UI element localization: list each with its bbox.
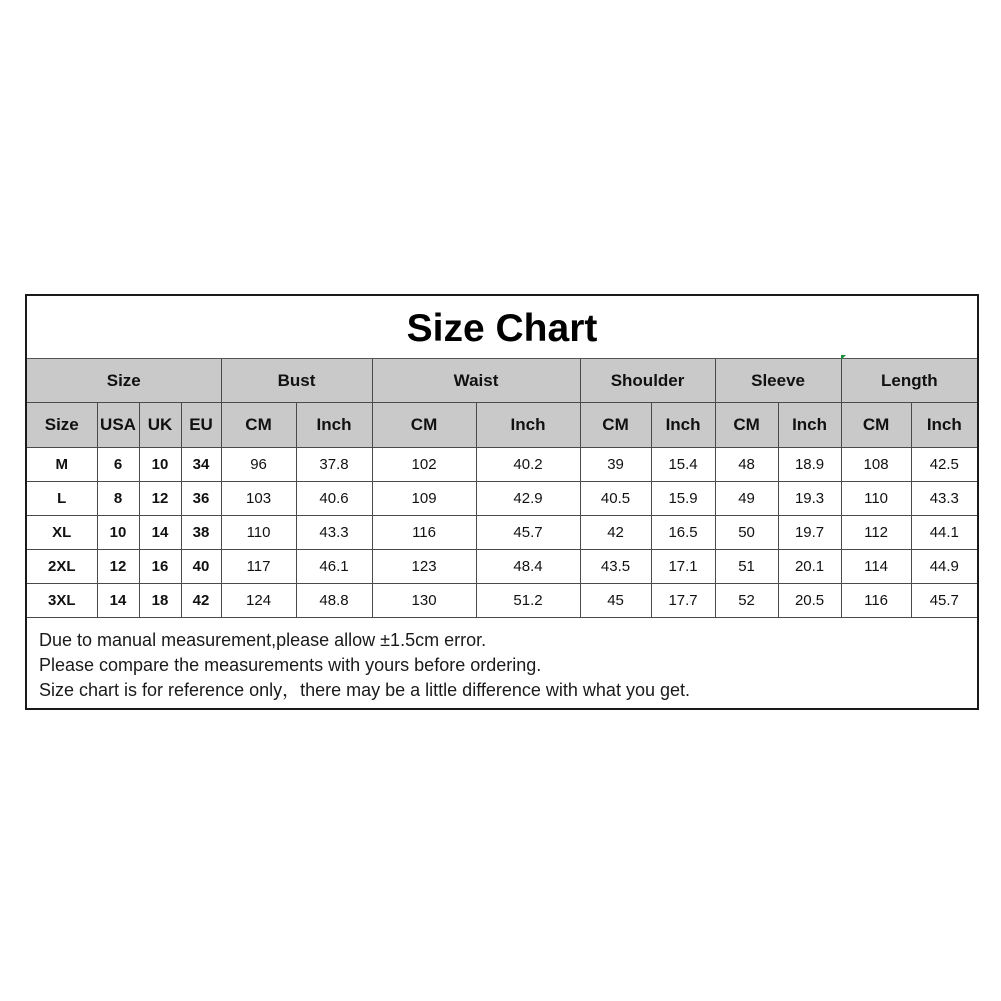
table-cell: 42 <box>580 516 651 550</box>
table-row <box>27 482 977 516</box>
table-cell: 44.9 <box>911 550 977 584</box>
table-cell: 43.3 <box>296 516 372 550</box>
table-cell: 37.8 <box>296 448 372 482</box>
table-cell: 36 <box>181 482 221 516</box>
table-cell: 43.3 <box>911 482 977 516</box>
group-shoulder-header: Shoulder <box>580 359 715 403</box>
col-header: Inch <box>296 403 372 448</box>
table-cell: L <box>27 482 97 516</box>
table-cell: 19.7 <box>778 516 841 550</box>
table-cell: 48.4 <box>476 550 580 584</box>
table-cell: 43.5 <box>580 550 651 584</box>
size-table <box>27 359 977 618</box>
table-cell: 48.8 <box>296 584 372 618</box>
table-cell: 34 <box>181 448 221 482</box>
table-cell: 42 <box>181 584 221 618</box>
table-cell: 40.2 <box>476 448 580 482</box>
table-cell: 38 <box>181 516 221 550</box>
cell-corner-mark <box>841 355 846 360</box>
table-cell: 52 <box>715 584 778 618</box>
table-cell: XL <box>27 516 97 550</box>
table-cell: 14 <box>139 516 181 550</box>
table-cell: 8 <box>97 482 139 516</box>
table-cell: 3XL <box>27 584 97 618</box>
table-cell: 46.1 <box>296 550 372 584</box>
table-cell: 50 <box>715 516 778 550</box>
table-cell: 42.9 <box>476 482 580 516</box>
table-cell: 114 <box>841 550 911 584</box>
col-header: Inch <box>651 403 715 448</box>
col-header: UK <box>139 403 181 448</box>
group-sleeve-header: Sleeve <box>715 359 841 403</box>
col-header: EU <box>181 403 221 448</box>
table-cell: 110 <box>221 516 296 550</box>
note-measurement-error: Due to manual measurement,please allow ±1.5cm error. <box>39 630 487 650</box>
note-reference-only: Size chart is for reference only，there may be a little difference with what you get. <box>39 680 690 700</box>
table-cell: 2XL <box>27 550 97 584</box>
table-cell: 17.1 <box>651 550 715 584</box>
table-cell: 15.4 <box>651 448 715 482</box>
table-cell: 109 <box>372 482 476 516</box>
table-cell: 45 <box>580 584 651 618</box>
table-cell: 16.5 <box>651 516 715 550</box>
table-cell: 124 <box>221 584 296 618</box>
table-cell: 40 <box>181 550 221 584</box>
table-row <box>27 584 977 618</box>
table-cell: 49 <box>715 482 778 516</box>
table-cell: 45.7 <box>476 516 580 550</box>
col-header: Inch <box>476 403 580 448</box>
table-cell: 14 <box>97 584 139 618</box>
group-header-row <box>27 359 977 403</box>
table-cell: 123 <box>372 550 476 584</box>
group-bust-header: Bust <box>221 359 372 403</box>
title-row <box>27 296 977 359</box>
col-header: CM <box>580 403 651 448</box>
size-chart <box>25 294 979 710</box>
table-cell: 108 <box>841 448 911 482</box>
table-cell: 40.6 <box>296 482 372 516</box>
size-table-body <box>27 448 977 618</box>
col-header: CM <box>841 403 911 448</box>
table-cell: 10 <box>97 516 139 550</box>
table-cell: 103 <box>221 482 296 516</box>
table-cell: 51 <box>715 550 778 584</box>
table-cell: M <box>27 448 97 482</box>
table-cell: 116 <box>372 516 476 550</box>
table-cell: 12 <box>97 550 139 584</box>
table-cell: 40.5 <box>580 482 651 516</box>
table-cell: 110 <box>841 482 911 516</box>
table-cell: 20.1 <box>778 550 841 584</box>
table-cell: 51.2 <box>476 584 580 618</box>
col-header: USA <box>97 403 139 448</box>
table-cell: 16 <box>139 550 181 584</box>
col-header: Size <box>27 403 97 448</box>
table-row <box>27 516 977 550</box>
notes <box>27 618 977 703</box>
col-header: CM <box>715 403 778 448</box>
table-cell: 12 <box>139 482 181 516</box>
table-cell: 102 <box>372 448 476 482</box>
table-cell: 15.9 <box>651 482 715 516</box>
table-cell: 117 <box>221 550 296 584</box>
table-row <box>27 550 977 584</box>
note-compare-measurements: Please compare the measurements with yours before ordering. <box>39 655 542 675</box>
group-length-header: Length <box>841 359 977 403</box>
table-row <box>27 448 977 482</box>
col-header: Inch <box>778 403 841 448</box>
table-cell: 44.1 <box>911 516 977 550</box>
table-cell: 96 <box>221 448 296 482</box>
table-cell: 112 <box>841 516 911 550</box>
table-cell: 130 <box>372 584 476 618</box>
table-cell: 18.9 <box>778 448 841 482</box>
group-waist-header: Waist <box>372 359 580 403</box>
col-header: Inch <box>911 403 977 448</box>
group-size-header: Size <box>27 359 221 403</box>
table-cell: 10 <box>139 448 181 482</box>
table-cell: 42.5 <box>911 448 977 482</box>
table-cell: 6 <box>97 448 139 482</box>
chart-title: Size Chart <box>406 307 598 350</box>
unit-header-row <box>27 403 977 448</box>
table-cell: 19.3 <box>778 482 841 516</box>
table-cell: 39 <box>580 448 651 482</box>
table-cell: 48 <box>715 448 778 482</box>
table-cell: 18 <box>139 584 181 618</box>
col-header: CM <box>372 403 476 448</box>
table-cell: 45.7 <box>911 584 977 618</box>
table-cell: 17.7 <box>651 584 715 618</box>
col-header: CM <box>221 403 296 448</box>
table-cell: 20.5 <box>778 584 841 618</box>
table-cell: 116 <box>841 584 911 618</box>
